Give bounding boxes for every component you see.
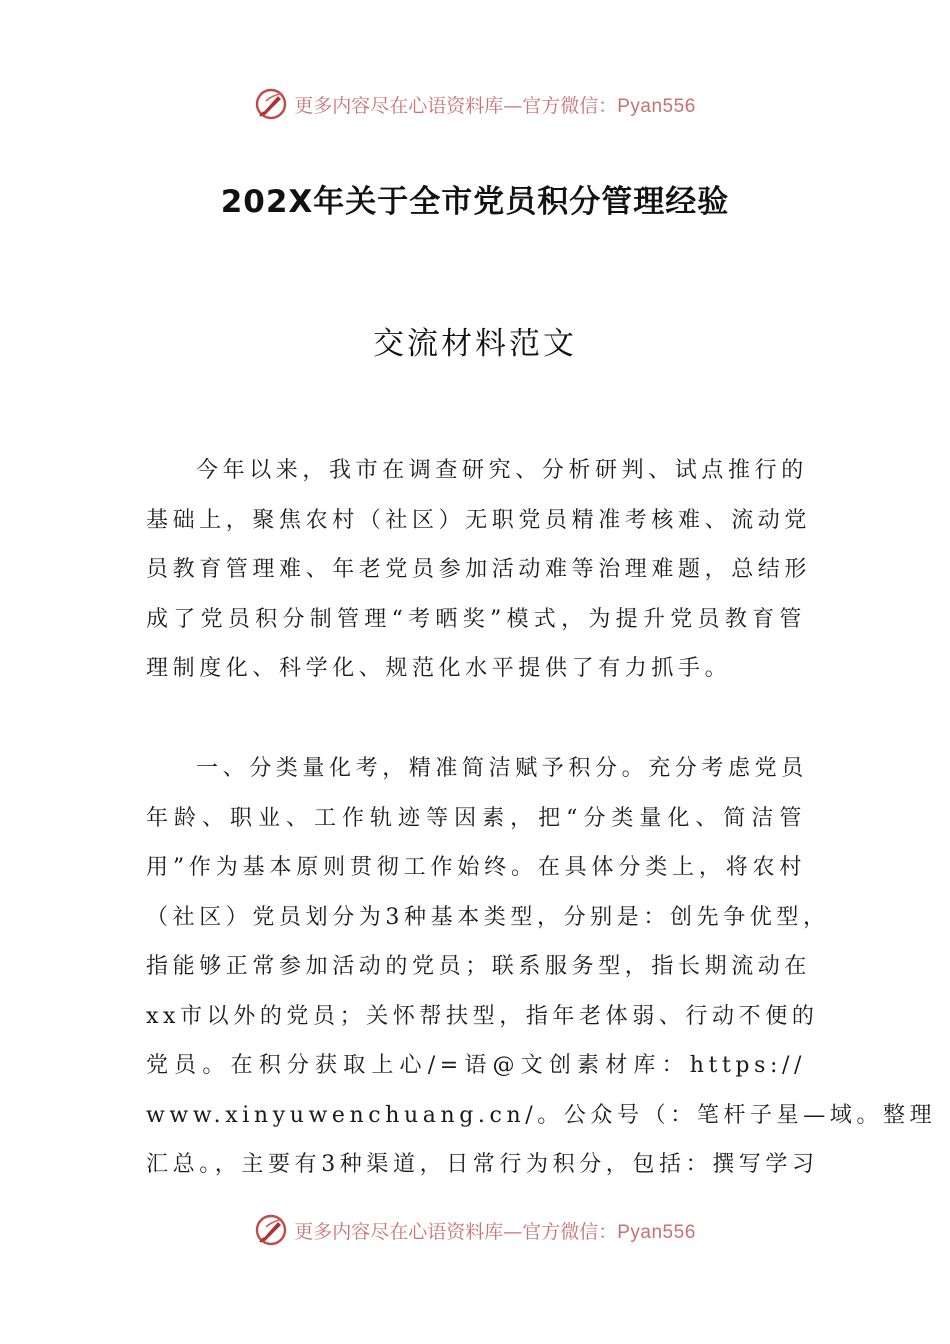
paragraph-line: 汇总。，主要有3种渠道，日常行为积分，包括：撰写学习 (146, 1152, 819, 1177)
paragraph-line: 今年以来，我市在调查研究、分析研判、试点推行的 (196, 458, 808, 483)
watermark-text: 更多内容尽在心语资料库—官方微信：Pyan556 (294, 94, 696, 117)
quill-logo-icon (254, 87, 288, 121)
paragraph-line: 理制度化、科学化、规范化水平提供了有力抓手。 (146, 656, 732, 681)
paragraph-line: 员教育管理难、年老党员参加活动难等治理难题，总结形 (146, 557, 812, 582)
quill-logo-icon (254, 1213, 288, 1247)
document-title-line-2: 交流材料范文 (373, 326, 577, 362)
watermark-wechat-id: Pyan556 (617, 95, 696, 117)
watermark-text: 更多内容尽在心语资料库—官方微信：Pyan556 (294, 1220, 696, 1243)
paragraph-line: （社区）党员划分为3种基本类型，分别是：创先争优型， (146, 904, 830, 930)
paragraph-intro (146, 446, 812, 694)
paragraph-line: 基础上，聚焦农村（社区）无职党员精准考核难、流动党 (146, 507, 812, 533)
paragraph-line: www.xinyuwenchuang.cn/。公众号（：笔杆子星—域。整理 (146, 1102, 937, 1128)
paragraph-line: 年龄、职业、工作轨迹等因素，把“分类量化、简洁管 (146, 805, 806, 831)
watermark-wechat-id: Pyan556 (617, 1221, 696, 1243)
paragraph-line: 指能够正常参加活动的党员；联系服务型，指长期流动在 (146, 954, 812, 979)
paragraph-section-one (146, 744, 937, 1190)
paragraph-line: 用”作为基本原则贯彻工作始终。在具体分类上，将农村 (146, 855, 806, 880)
document-title-line-1: 202X年关于全市党员积分管理经验 (220, 184, 730, 220)
paragraph-line: 成了党员积分制管理“考晒奖”模式，为提升党员教育管 (146, 606, 806, 632)
footer-watermark (0, 1210, 950, 1250)
paragraph-line: xx市以外的党员；关怀帮扶型，指年老体弱、行动不便的 (146, 1003, 819, 1029)
header-watermark (0, 84, 950, 124)
paragraph-line: 党员。在积分获取上心/=语@文创素材库：https:// (146, 1053, 806, 1078)
paragraph-line: 一、分类量化考，精准简洁赋予积分。充分考虑党员 (196, 756, 808, 781)
